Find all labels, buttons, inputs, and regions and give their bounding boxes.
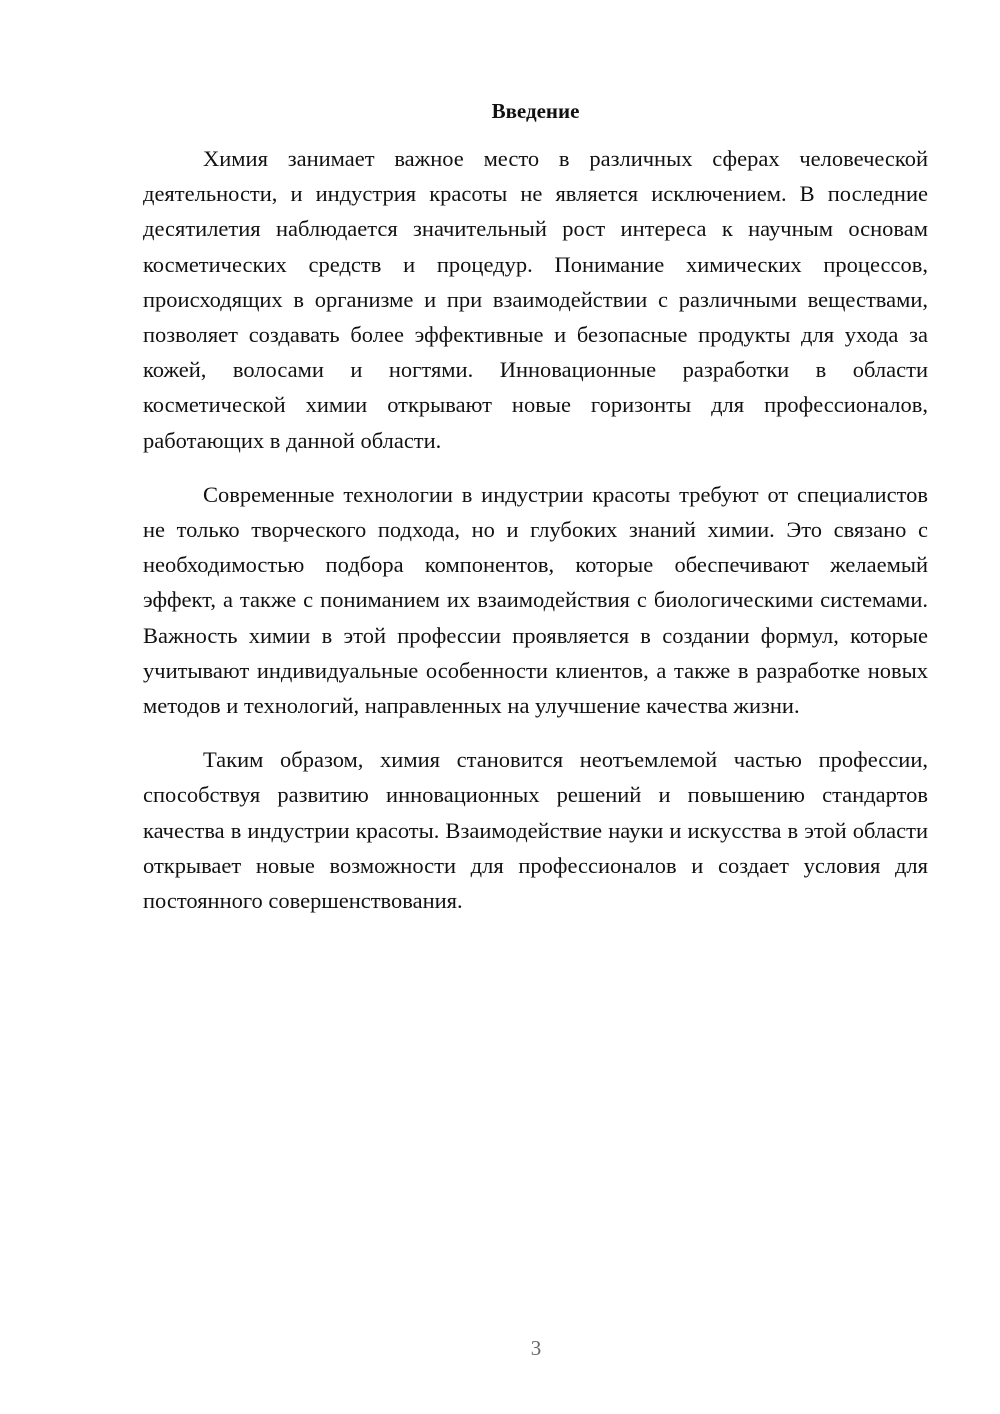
section-heading: Введение — [491, 99, 580, 123]
paragraph-3: Таким образом, химия становится неотъемлемой частью профессии, способствуя развитию инновационных решений и повышению стандартов качества в индустрии красоты. Взаимодействие науки и искусства в этой области открывает новые возможности для профессионалов и создает условия для постоянного совершенствования. — [143, 747, 928, 914]
paragraph-2: Современные технологии в индустрии красоты требуют от специалистов не только творческого подхода, но и глубоких знаний химии. Это связано с необходимостью подбора компонентов, которые обеспечивают желаемый эффект, а также с пониманием их взаимодействия с биологическими системами. Важность химии в этой профессии проявляется в создании формул, которые учитывают индивидуальные особенности клиентов, а также в разработке новых методов и технологий, направленных на улучшение качества жизни. — [143, 481, 928, 719]
paragraph-1: Химия занимает важное место в различных сферах человеческой деятельности, и индустрия красоты не является исключением. В последние десятилетия наблюдается значительный рост интереса к научным основам косметических средств и процедур. Понимание химических процессов, происходящих в организме и при взаимодействии с различными веществами, позволяет создавать более эффективные и безопасные продукты для ухода за кожей, волосами и ногтями. Инновационные разработки в области косметической химии открывают новые горизонты для профессионалов, работающих в данной области. — [143, 146, 928, 453]
page-number: 3 — [530, 1336, 542, 1360]
body-text — [143, 141, 928, 937]
